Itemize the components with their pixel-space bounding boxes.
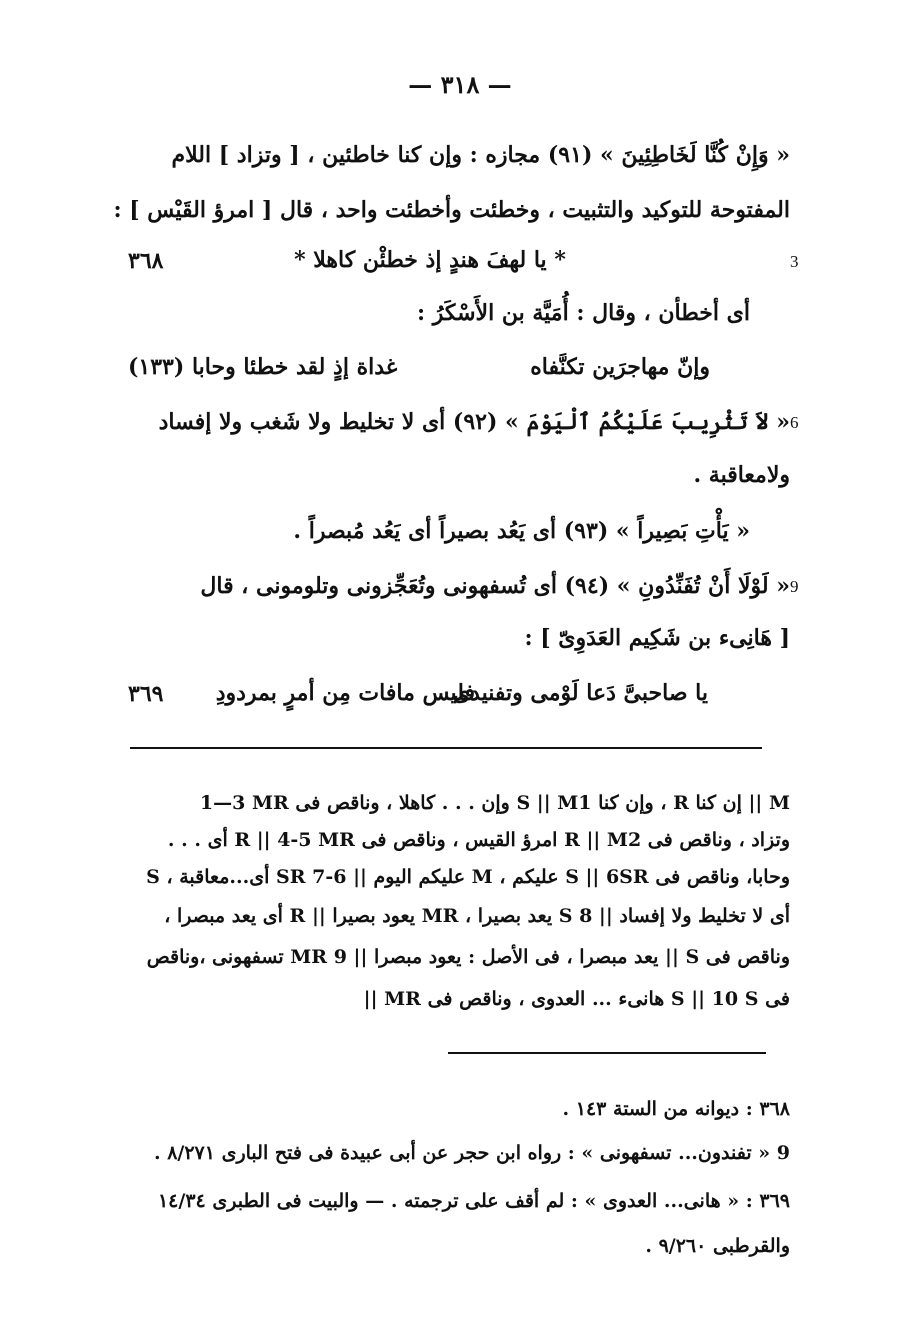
verse-368-text: * يا لهفَ هندٍ إذ خطئْن كاهلا * (294, 247, 566, 273)
body-line-4: « لاَ تَثْرِيبَ عَلَيْكُمُ ٱلْيَوْمَ » (٩٢) أى لا تخليط ولا شَغب ولا إفساد (158, 409, 790, 435)
line-number-9: 9 (790, 577, 799, 596)
body-line-5: ولامعاقبة . (693, 462, 790, 488)
verse-369-first-hemistich: يا صاحبىَّ دَعا لَوْمى وتفنيدى (452, 680, 708, 706)
apparatus-line-3: وحابا، وناقص فى S || 6SR عليكم ، M عليكم اليوم || 6-7 SR أى...معاقبة ، S (146, 866, 790, 888)
verse-133-first-hemistich: وإنّ مهاجرَين تكنَّفاه (530, 354, 710, 380)
page-number: — ٣١٨ — (408, 70, 512, 99)
apparatus-line-4: أى لا تخليط ولا إفساد || 8 S يعد بصيرا ، MR يعود بصيرا || R أى يعد مبصرا ، (164, 905, 790, 927)
apparatus-line-1: 1—3 MR وإن . . . كاهلا ، وناقص فى S || M1 وإن كنا ، R إن كنا || M (199, 792, 790, 814)
body-line-3: أى أخطأن ، وقال : أُمَيَّة بن الأَسْكَرُ : (417, 300, 750, 326)
apparatus-line-6: فى S || 10 S هانىء ... العدوى ، وناقص فى MR || (363, 988, 790, 1010)
apparatus-line-2: وتزاد ، وناقص فى R || M2 امرؤ القيس ، وناقص فى R || 4-5 MR أى . . . (167, 829, 790, 851)
verse-133-second-hemistich: غداة إذٍ لقد خطئا وحابا (١٣٣) (128, 354, 398, 380)
body-line-8: [ هَانِىء بن شَكِيم العَدَوِىّ ] : (524, 625, 790, 651)
apparatus-divider (130, 747, 762, 749)
footnotes-divider (448, 1052, 766, 1054)
footnote-line-4: والقرطبى ٩/٢٦٠ . (645, 1235, 790, 1257)
verse-369-number: ٣٦٩ (128, 681, 164, 707)
apparatus-line-5: وناقص فى S || يعد مبصرا ، فى الأصل : يعود مبصرا || 9 MR تسفهونى ،وناقص (146, 946, 790, 968)
line-number-6: 6 (790, 413, 799, 432)
line-number-3: 3 (790, 252, 799, 271)
body-line-2: المفتوحة للتوكيد والتثبيت ، وخطئت وأخطئت واحد ، قال [ امرؤ القَيْس ] : (113, 197, 790, 223)
verse-369-second-hemistich: فليس مافات مِن أمرٍ بمردودِ (215, 680, 475, 706)
footnote-line-2: 9 « تفندون... تسفهونى » : رواه ابن حجر عن أبى عبيدة فى فتح البارى ٨/٢٧١ . (153, 1142, 790, 1164)
footnote-line-1: ٣٦٨ : ديوانه من الستة ١٤٣ . (562, 1098, 790, 1120)
verse-368-number: ٣٦٨ (128, 248, 164, 274)
body-line-7: « لَوْلَا أَنْ تُفَنِّدُونِ » (٩٤) أى تُسفهونى وتُعَجِّزونى وتلومونى ، قال (200, 573, 790, 599)
footnote-line-3: ٣٦٩ : « هانى... العدوى » : لم أقف على ترجمته . — والبيت فى الطبرى ١٤/٣٤ (157, 1190, 790, 1212)
body-line-1: « وَإِنْ كُنَّا لَخَاطِئِينَ » (٩١) مجازه : وإن كنا خاطئين ، [ وتزاد ] اللام (171, 142, 790, 168)
body-line-6: « يَأْتِ بَصِيراً » (٩٣) أى يَعُد بصيراً أى يَعُد مُبصراً . (293, 518, 750, 544)
